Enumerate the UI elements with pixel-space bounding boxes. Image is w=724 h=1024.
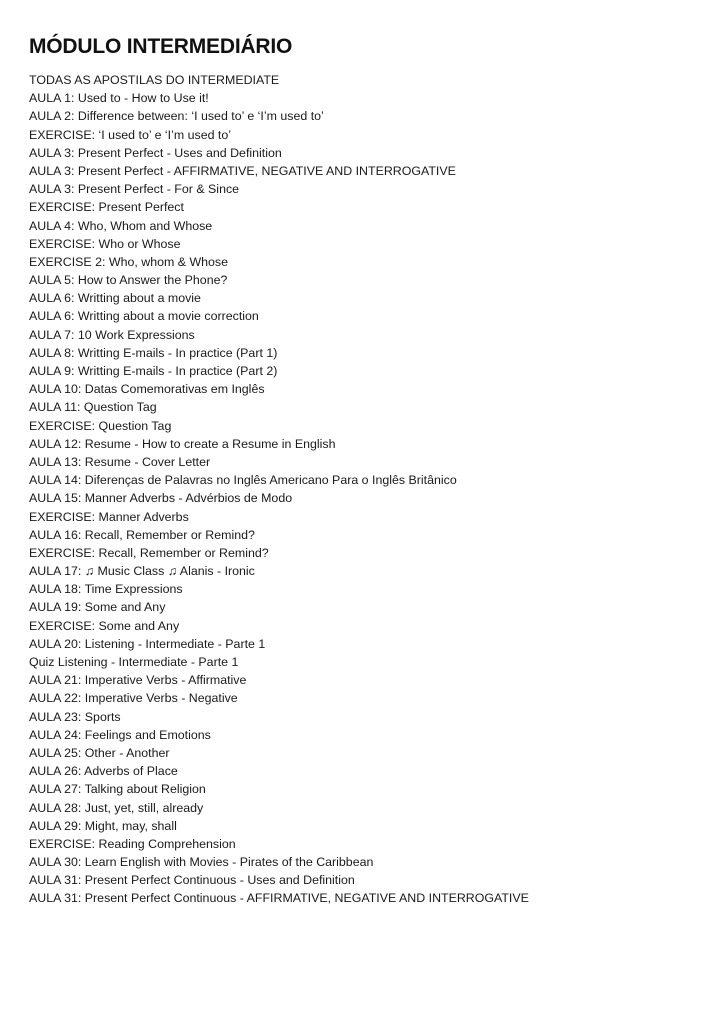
list-item: TODAS AS APOSTILAS DO INTERMEDIATE xyxy=(29,73,280,87)
list-item: AULA 30: Learn English with Movies - Pirates of the Caribbean xyxy=(29,855,374,870)
list-item: AULA 31: Present Perfect Continuous - AFFIRMATIVE, NEGATIVE AND INTERROGATIVE xyxy=(29,891,529,906)
list-item: EXERCISE: Reading Comprehension xyxy=(29,836,236,851)
list-item: AULA 26: Adverbs of Place xyxy=(29,764,178,779)
list-item: AULA 11: Question Tag xyxy=(29,400,157,415)
list-item: AULA 12: Resume - How to create a Resume in English xyxy=(29,436,336,451)
list-item: AULA 1: Used to - How to Use it! xyxy=(29,91,209,106)
page-title: MÓDULO INTERMEDIÁRIO xyxy=(29,35,293,58)
lesson-list xyxy=(29,71,704,908)
list-item: AULA 29: Might, may, shall xyxy=(29,818,177,833)
list-item: AULA 20: Listening - Intermediate - Parte 1 xyxy=(29,636,266,651)
document-page xyxy=(29,34,704,908)
list-item: AULA 2: Difference between: ‘I used to’ e ‘I’m used to’ xyxy=(29,109,324,124)
list-item: AULA 13: Resume - Cover Letter xyxy=(29,454,211,469)
list-item: AULA 28: Just, yet, still, already xyxy=(29,800,204,815)
list-item: AULA 22: Imperative Verbs - Negative xyxy=(29,691,238,706)
list-item: AULA 5: How to Answer the Phone? xyxy=(29,273,228,288)
list-item: EXERCISE 2: Who, whom & Whose xyxy=(29,254,229,269)
list-item: AULA 6: Writting about a movie correction xyxy=(29,309,259,324)
list-item: AULA 4: Who, Whom and Whose xyxy=(29,218,213,233)
list-item: AULA 14: Diferenças de Palavras no Inglês Americano Para o Inglês Britânico xyxy=(29,473,457,488)
list-item: AULA 15: Manner Adverbs - Advérbios de Modo xyxy=(29,491,293,506)
list-item: AULA 7: 10 Work Expressions xyxy=(29,327,195,342)
list-item: Quiz Listening - Intermediate - Parte 1 xyxy=(29,655,239,669)
list-item: AULA 21: Imperative Verbs - Affirmative xyxy=(29,673,247,688)
list-item: AULA 10: Datas Comemorativas em Inglês xyxy=(29,382,265,397)
list-item: AULA 23: Sports xyxy=(29,709,121,724)
list-item: EXERCISE: Present Perfect xyxy=(29,200,184,215)
list-item: AULA 3: Present Perfect - For & Since xyxy=(29,182,240,197)
list-item: AULA 16: Recall, Remember or Remind? xyxy=(29,527,255,542)
list-item: EXERCISE: ‘I used to’ e ‘I’m used to’ xyxy=(29,127,232,142)
list-item: AULA 18: Time Expressions xyxy=(29,582,183,597)
list-item: EXERCISE: Question Tag xyxy=(29,418,172,433)
list-item: AULA 24: Feelings and Emotions xyxy=(29,727,211,742)
list-item: EXERCISE: Manner Adverbs xyxy=(29,509,189,524)
list-item: AULA 9: Writting E-mails - In practice (Part 2) xyxy=(29,364,278,378)
list-item: AULA 19: Some and Any xyxy=(29,600,166,615)
list-item: AULA 3: Present Perfect - Uses and Definition xyxy=(29,145,282,160)
list-item: AULA 6: Writting about a movie xyxy=(29,291,201,306)
list-item: EXERCISE: Some and Any xyxy=(29,618,180,633)
list-item: AULA 17: ♫ Music Class ♫ Alanis - Ironic xyxy=(29,564,255,579)
list-item: EXERCISE: Recall, Remember or Remind? xyxy=(29,545,269,560)
list-item: AULA 8: Writting E-mails - In practice (Part 1) xyxy=(29,345,278,360)
list-item: AULA 3: Present Perfect - AFFIRMATIVE, NEGATIVE AND INTERROGATIVE xyxy=(29,163,456,178)
list-item: AULA 27: Talking about Religion xyxy=(29,782,206,797)
list-item: AULA 31: Present Perfect Continuous - Uses and Definition xyxy=(29,873,355,888)
list-item: EXERCISE: Who or Whose xyxy=(29,236,181,251)
list-item: AULA 25: Other - Another xyxy=(29,745,170,760)
